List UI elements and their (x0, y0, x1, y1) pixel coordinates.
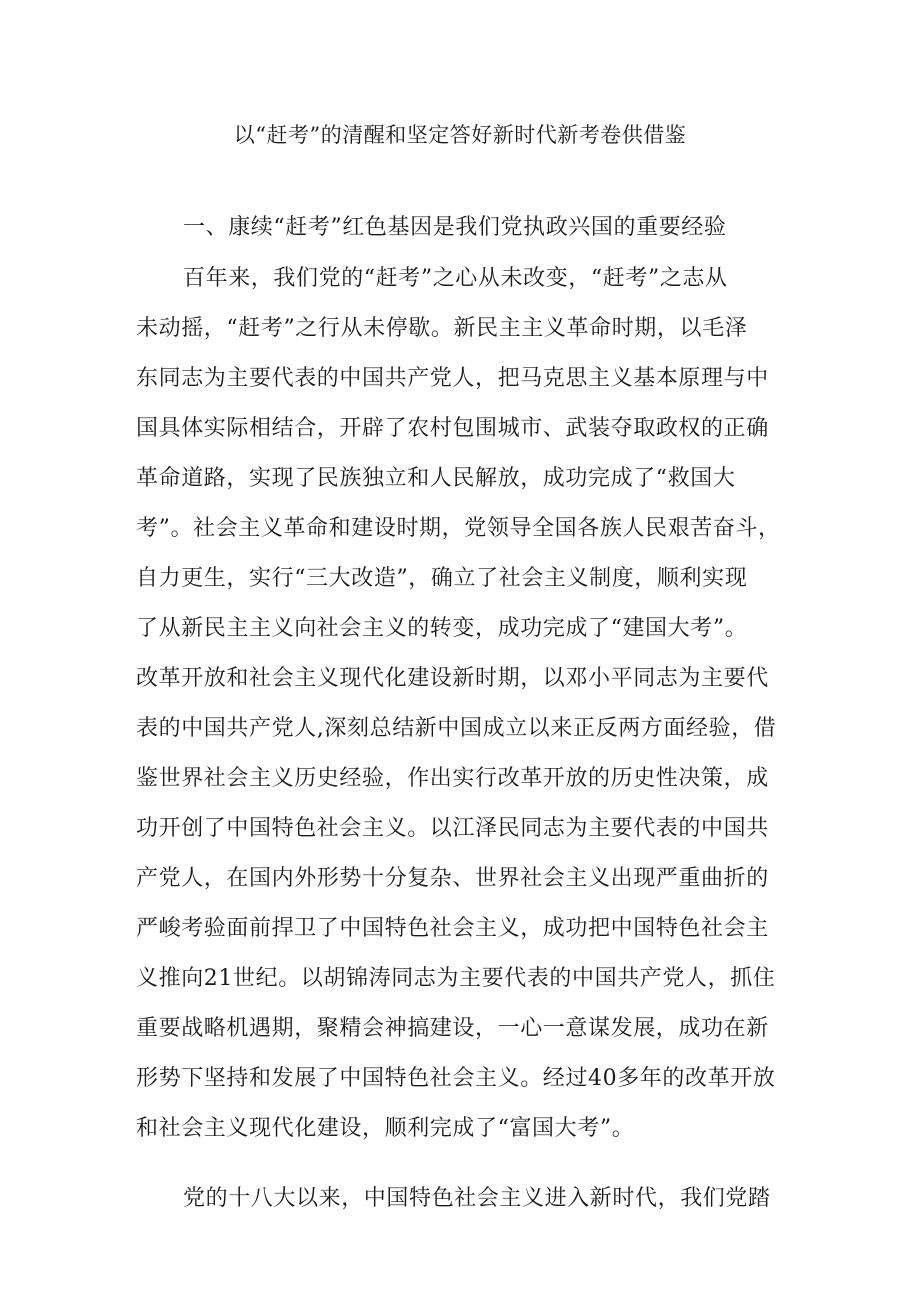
paragraph-line: 严峻考验面前捍卫了中国特色社会主义，成功把中国特色社会主 (136, 916, 769, 941)
paragraph-line: 革命道路，实现了民族独立和人民解放，成功完成了“救国大 (136, 466, 736, 491)
paragraph-line: 重要战略机遇期，聚精会神搞建设，一心一意谋发展，成功在新 (136, 1016, 769, 1041)
paragraph-line: 和社会主义现代化建设，顺利完成了“富国大考”。 (136, 1116, 635, 1141)
paragraph-line: 百年来，我们党的“赶考”之心从未改变，“赶考”之志从 (183, 266, 728, 291)
paragraph-line: 了从新民主主义向社会主义的转变，成功完成了“建国大考”。 (136, 616, 748, 641)
paragraph-line: 鉴世界社会主义历史经验，作出实行改革开放的历史性决策，成 (136, 766, 769, 791)
paragraph-line: 表的中国共产党人,深刻总结新中国成立以来正反两方面经验，借 (136, 716, 777, 741)
paragraph-line: 国具体实际相结合，开辟了农村包围城市、武装夺取政权的正确 (136, 416, 769, 441)
paragraph-line: 考”。社会主义革命和建设时期，党领导全国各族人民艰苦奋斗， (136, 516, 781, 541)
paragraph-line: 改革开放和社会主义现代化建设新时期，以邓小平同志为主要代 (136, 666, 769, 691)
section-heading: 一、康续“赶考”红色基因是我们党执政兴国的重要经验 (183, 215, 727, 240)
paragraph-line: 东同志为主要代表的中国共产党人，把马克思主义基本原理与中 (136, 366, 769, 391)
paragraph-line: 义推向21世纪。以胡锦涛同志为主要代表的中国共产党人，抓住 (136, 966, 776, 991)
paragraph-line: 产党人，在国内外形势十分复杂、世界社会主义出现严重曲折的 (136, 866, 769, 891)
paragraph-line: 自力更生，实行“三大改造”，确立了社会主义制度，顺利实现 (136, 566, 748, 591)
paragraph-line: 形势下坚持和发展了中国特色社会主义。经过40多年的改革开放 (136, 1066, 776, 1091)
document-title: 以“赶考”的清醒和坚定答好新时代新考卷供借鉴 (233, 123, 687, 147)
paragraph-line: 未动摇，“赶考”之行从未停歇。新民主主义革命时期，以毛泽 (136, 316, 748, 341)
paragraph-line: 功开创了中国特色社会主义。以江泽民同志为主要代表的中国共 (136, 816, 769, 841)
paragraph-line: 党的十八大以来，中国特色社会主义进入新时代，我们党踏 (183, 1186, 771, 1211)
